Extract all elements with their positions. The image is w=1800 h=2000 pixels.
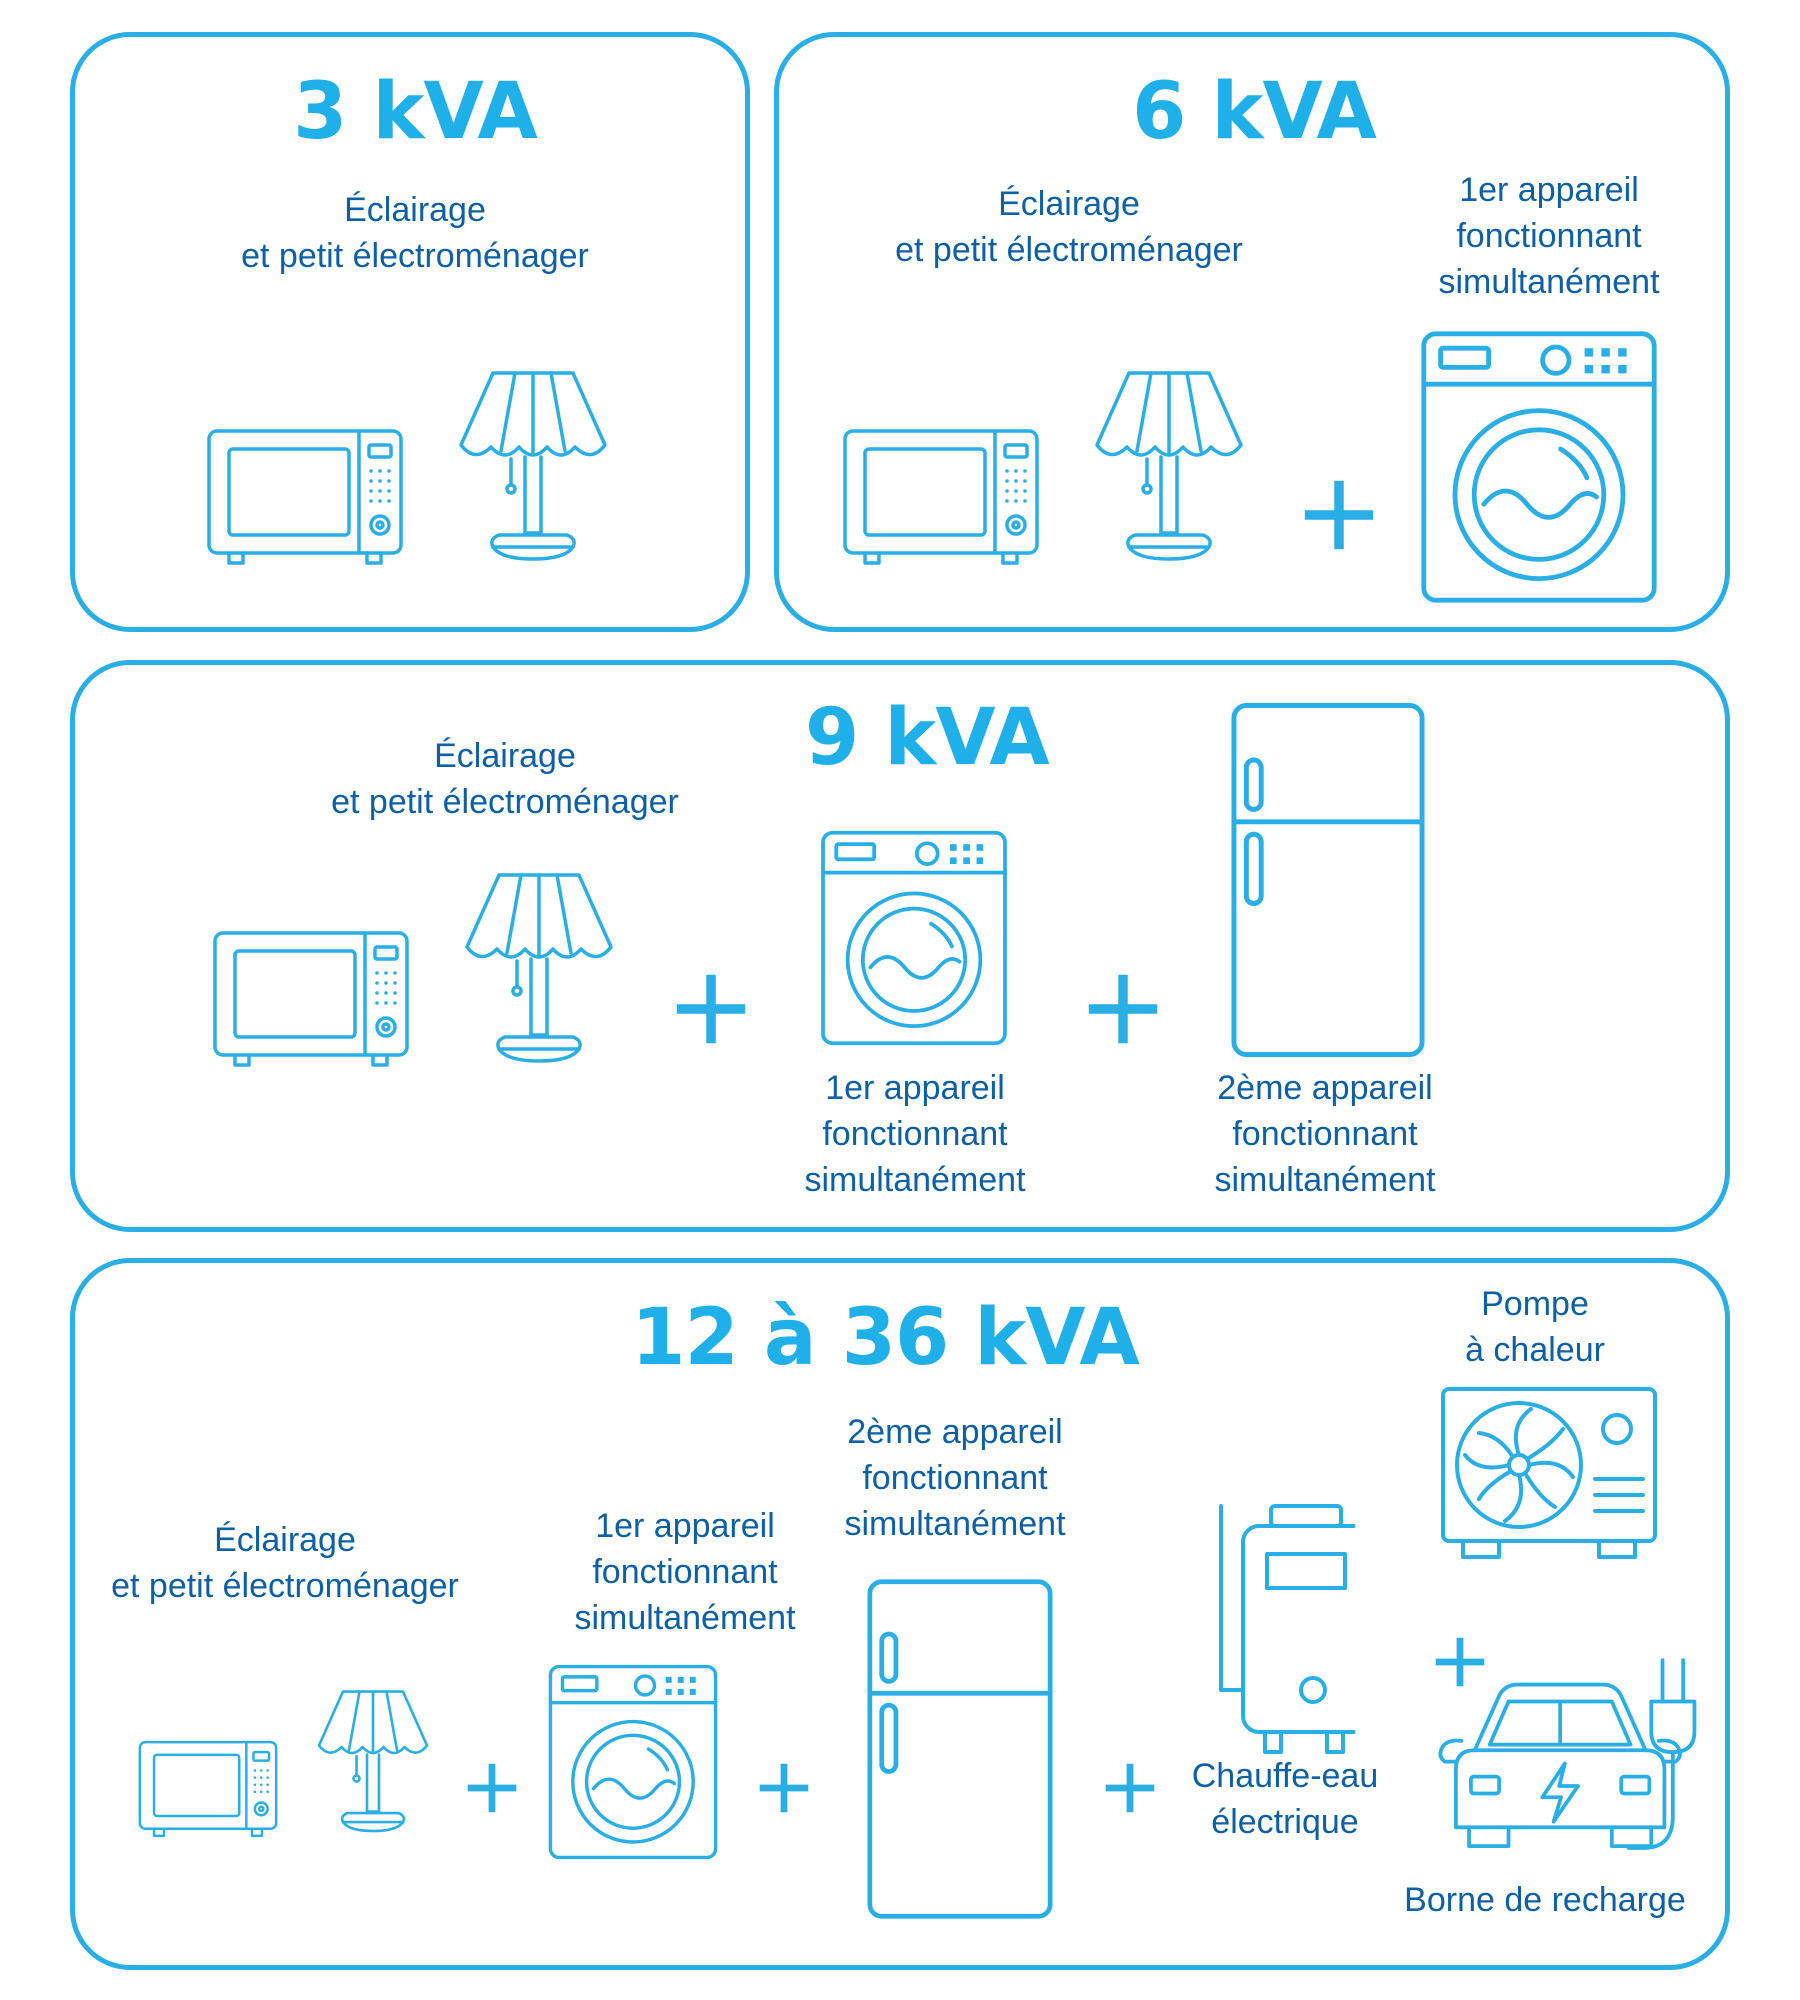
microwave-icon (205, 427, 405, 567)
microwave-icon (841, 427, 1041, 567)
panel-6kva (774, 32, 1730, 632)
fridge-icon (1229, 699, 1427, 1061)
panel-title: 3 kVA (293, 67, 537, 157)
label-deuxieme-appareil: 2ème appareil fonctionnant simultanément (844, 1413, 1066, 1543)
microwave-icon (137, 1739, 279, 1839)
panel-12-36kva (70, 1258, 1730, 1970)
plus-icon (1301, 477, 1377, 553)
plus-icon (1085, 971, 1161, 1047)
panel-3kva (70, 32, 750, 632)
plus-icon (465, 1761, 519, 1815)
label-pompe-a-chaleur: Pompe à chaleur (1465, 1285, 1605, 1369)
lamp-icon (1089, 367, 1249, 567)
washing-machine-icon (547, 1663, 719, 1861)
heat-pump-icon (1439, 1385, 1659, 1565)
label-eclairage: Éclairage et petit électroménager (111, 1521, 459, 1605)
lamp-icon (453, 367, 613, 567)
fridge-icon (865, 1577, 1055, 1921)
label-eclairage: Éclairage et petit électroménager (331, 737, 679, 821)
label-borne-de-recharge: Borne de recharge (1404, 1881, 1686, 1919)
panel-9kva (70, 660, 1730, 1232)
lamp-icon (313, 1687, 433, 1837)
water-heater-icon (1215, 1499, 1355, 1761)
electric-car-icon (1437, 1647, 1719, 1863)
label-premier-appareil: 1er appareil fonctionnant simultanément (804, 1069, 1026, 1199)
panel-title: 6 kVA (1132, 67, 1376, 157)
label-deuxieme-appareil: 2ème appareil fonctionnant simultanément (1214, 1069, 1436, 1199)
label-premier-appareil: 1er appareil fonctionnant simultanément (1438, 171, 1660, 301)
microwave-icon (211, 929, 411, 1069)
panel-title: 9 kVA (805, 693, 1049, 783)
plus-icon (673, 971, 749, 1047)
label-eclairage: Éclairage et petit électroménager (241, 191, 589, 275)
lamp-icon (459, 869, 619, 1069)
label-chauffe-eau: Chauffe-eau électrique (1191, 1757, 1379, 1841)
panel-title: 12 à 36 kVA (631, 1293, 1139, 1383)
label-eclairage: Éclairage et petit électroménager (895, 185, 1243, 269)
plus-icon (757, 1761, 811, 1815)
washing-machine-icon (1419, 329, 1659, 605)
label-premier-appareil: 1er appareil fonctionnant simultanément (574, 1507, 796, 1637)
washing-machine-icon (819, 829, 1009, 1047)
